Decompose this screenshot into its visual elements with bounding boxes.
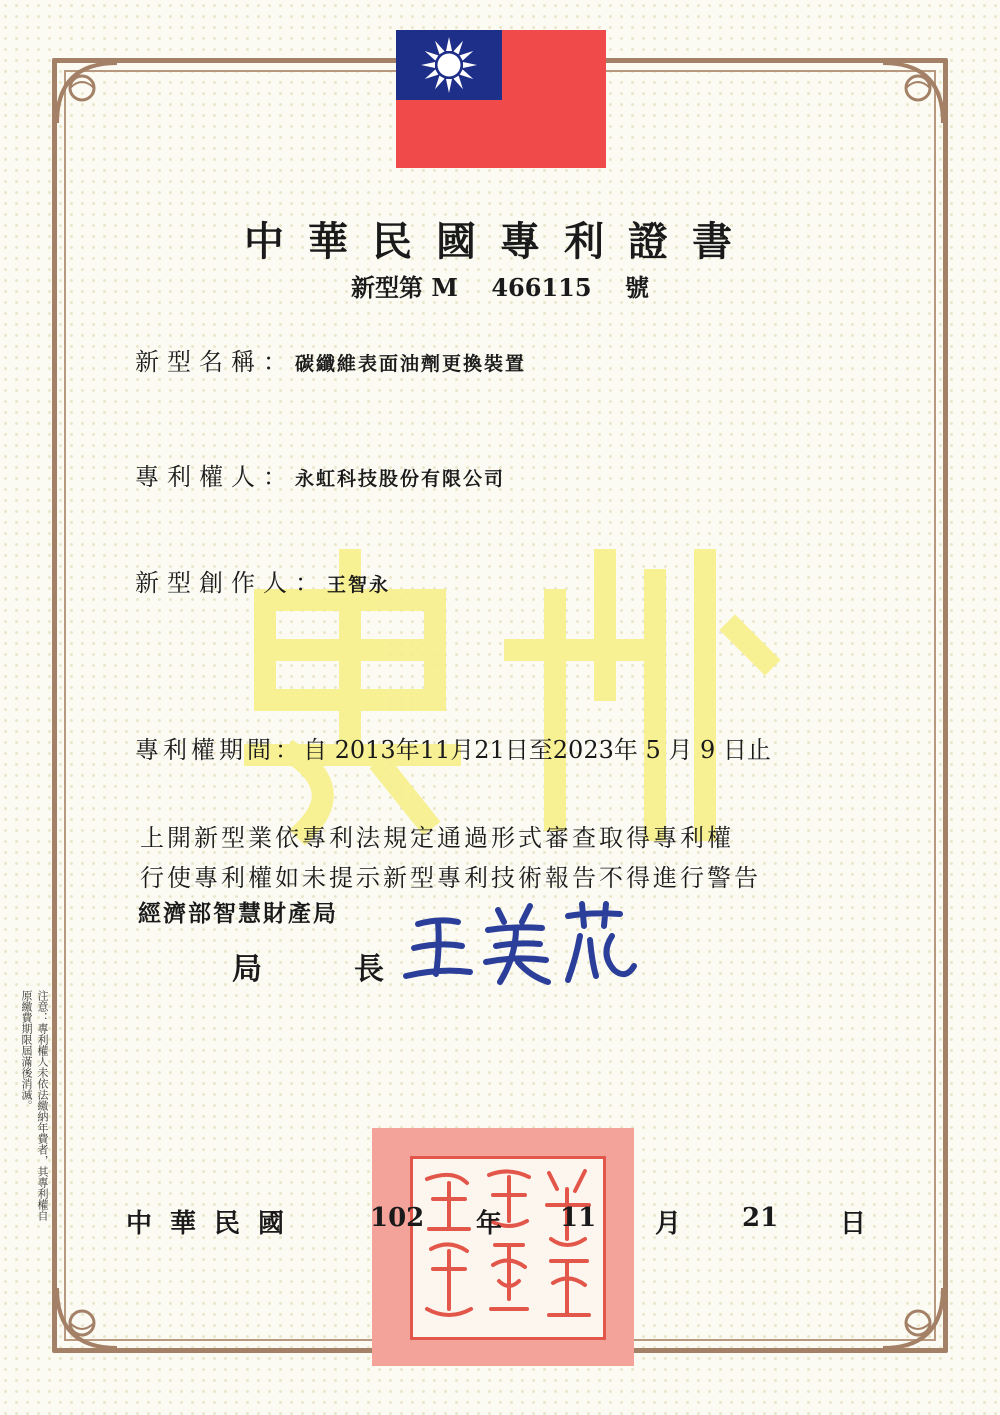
certificate-number [0, 268, 1000, 303]
flag [396, 30, 606, 168]
term-value: 自 2013年11月21日至2023年 5 月 9 日止 [303, 736, 771, 764]
owner-label: 專利權人： [135, 463, 295, 491]
seal-script-icon [413, 1159, 603, 1337]
owner-value: 永虹科技股份有限公司 [295, 468, 506, 490]
field-owner [135, 457, 505, 492]
director-title [232, 944, 384, 988]
official-seal [372, 1128, 634, 1366]
field-name [135, 342, 526, 377]
corner-ornament-top-right [878, 58, 948, 128]
date-day: 21 [742, 1203, 779, 1233]
name-value: 碳纖維表面油劑更換裝置 [295, 353, 527, 375]
fee-notice: 注意：專利權人未依法繳納年費者，其專利權自原繳費期限屆滿後消滅。 [20, 990, 49, 1221]
creator-label: 新型創作人： [135, 569, 327, 597]
creator-value: 王智永 [327, 574, 391, 596]
white-sun-icon [419, 35, 479, 95]
term-label: 專利權期間： [135, 736, 303, 764]
director-signature [400, 896, 640, 988]
statement-line-1: 上開新型業依專利法規定通過形式審查取得專利權 [140, 824, 734, 852]
field-creator [135, 563, 390, 598]
date-month-label: 月 [655, 1209, 682, 1239]
date-year-label: 年 [476, 1209, 503, 1239]
number-prefix: 新型第 M [351, 273, 458, 302]
certificate-title: 中華民國專利證書 [244, 218, 756, 265]
flag-canton [396, 30, 502, 100]
corner-ornament-top-left [52, 58, 122, 128]
director-char-1: 局 [232, 952, 262, 987]
issuing-agency: 經濟部智慧財產局 [138, 900, 338, 927]
corner-ornament-bottom-left [52, 1283, 122, 1353]
date-era: 中華民國 [126, 1209, 303, 1239]
name-label: 新型名稱： [135, 348, 295, 376]
seal-inner [410, 1156, 606, 1340]
date-year: 102 [370, 1203, 425, 1233]
date-day-label: 日 [840, 1209, 867, 1239]
date-month: 11 [560, 1203, 597, 1233]
director-char-2: 長 [354, 952, 384, 987]
number-value: 466115 [491, 273, 592, 302]
number-suffix: 號 [624, 273, 649, 302]
corner-ornament-bottom-right [878, 1283, 948, 1353]
field-term [135, 730, 771, 765]
statement-line-2: 行使專利權如未提示新型專利技術報告不得進行警告 [140, 864, 761, 892]
